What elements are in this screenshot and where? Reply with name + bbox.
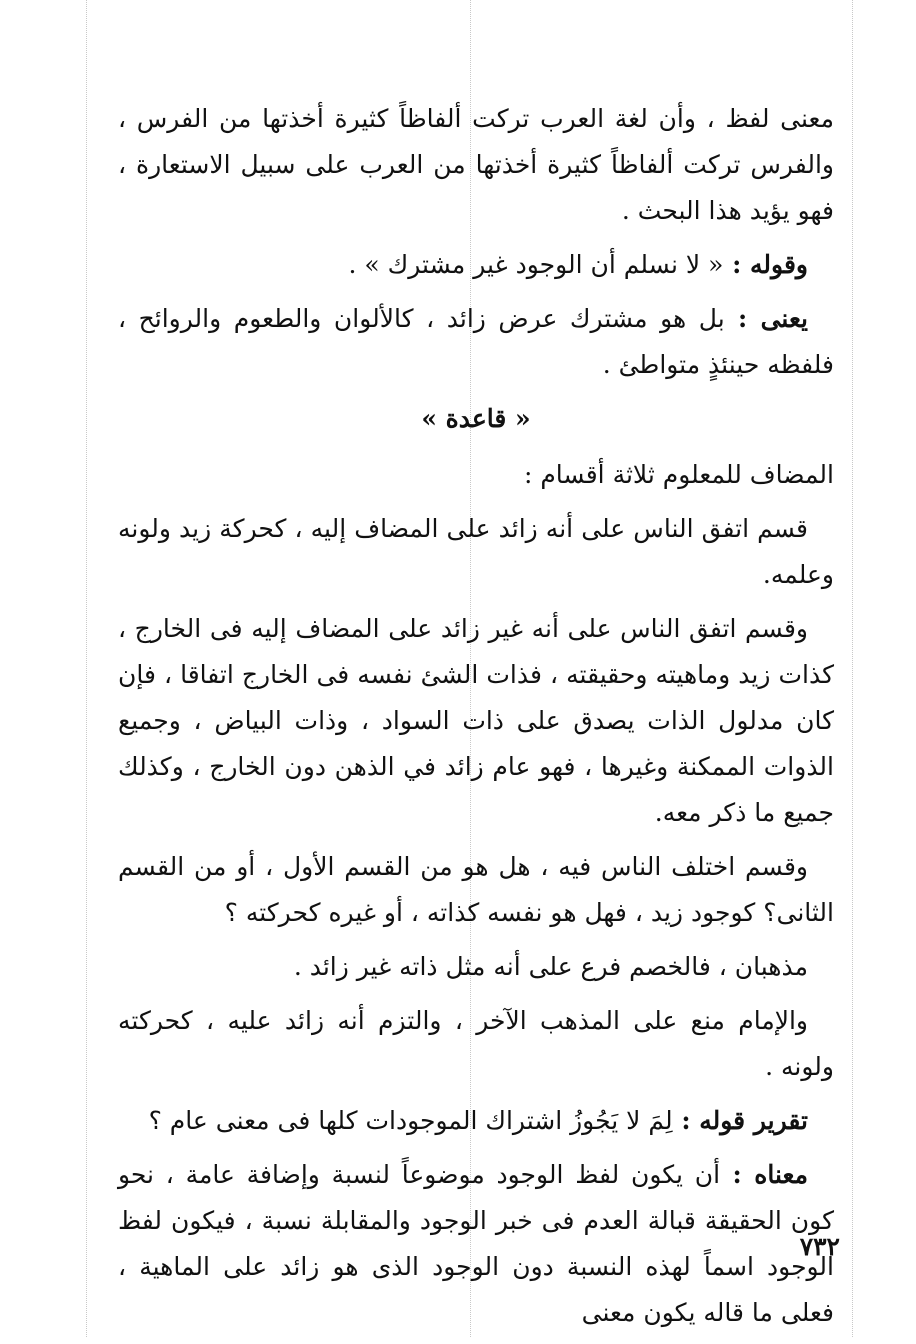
scan-guide-left [86, 0, 87, 1337]
section-paragraph-1-text: المضاف للمعلوم ثلاثة أقسام : [523, 460, 834, 489]
section-paragraph-3-text: وقسم اتفق الناس على أنه غير زائد على المضاف إليه فى الخارج ، كذات زيد وماهيته وحقيقته ، فذات الشئ نفسه فى الخارج اتفاقا ، فإن كان مدلول الذات يصدق على ذات السواد ، وذات البياض ، وجميع الذوات الممكنة وغيرها ، فهو عام زائد في الذهن دون الخارج ، وكذلك جميع ما ذكر معه. [118, 614, 834, 827]
paragraph-2-text: « لا نسلم أن الوجود غير مشترك » . [348, 250, 724, 279]
section-paragraph-7 [118, 1098, 834, 1144]
section-paragraph-2 [118, 506, 834, 598]
section-paragraph-8 [118, 1152, 834, 1336]
section-paragraph-5-text: مذهبان ، فالخصم فرع على أنه مثل ذاته غير زائد . [293, 952, 808, 981]
section-paragraph-8-text: أن يكون لفظ الوجود موضوعاً لنسبة وإضافة عامة ، نحو كون الحقيقة قبالة العدم فى خبر الوجود والمقابلة نسبة ، فيكون لفظ الوجود اسماً لهذه النسبة دون الوجود الذى هو زائد على الماهية ، فعلى ما قاله يكون معنى [118, 1160, 834, 1327]
section-paragraph-7-text: لِمَ لا يَجُوزُ اشتراك الموجودات كلها فى معنى عام ؟ [148, 1106, 673, 1135]
section-paragraph-3 [118, 606, 834, 836]
paragraph-1-text: معنى لفظ ، وأن لغة العرب تركت ألفاظاً كثيرة أخذتها من الفرس ، والفرس تركت ألفاظاً كثيرة أخذتها من العرب على سبيل الاستعارة ، فهو يؤيد هذا البحث . [118, 104, 834, 225]
paragraph-2-lead: وقوله : [723, 250, 808, 279]
paragraph-3-text: بل هو مشترك عرض زائد ، كالألوان والطعوم والروائح ، فلفظه حينئذٍ متواطئ . [118, 304, 834, 379]
page-body [118, 96, 834, 1344]
section-paragraph-1 [118, 452, 834, 498]
section-paragraph-6-text: والإمام منع على المذهب الآخر ، والتزم أنه زائد عليه ، كحركته ولونه . [118, 1006, 834, 1081]
section-paragraph-4-text: وقسم اختلف الناس فيه ، هل هو من القسم الأول ، أو من القسم الثانى؟ كوجود زيد ، فهل هو نفسه كذاته ، أو غيره كحركته ؟ [118, 852, 834, 927]
section-paragraph-8-lead: معناه : [720, 1160, 808, 1189]
paragraph-2 [118, 242, 834, 288]
section-paragraph-5 [118, 944, 834, 990]
section-paragraph-7-lead: تقرير قوله : [672, 1106, 808, 1135]
section-heading: « قاعدة » [421, 404, 531, 433]
paragraph-3-lead: يعنى : [724, 304, 808, 333]
paragraph-3 [118, 296, 834, 388]
section-paragraph-6 [118, 998, 834, 1090]
paragraph-1 [118, 96, 834, 234]
section-paragraph-4 [118, 844, 834, 936]
scan-guide-right [852, 0, 853, 1337]
section-paragraph-2-text: قسم اتفق الناس على أنه زائد على المضاف إليه ، كحركة زيد ولونه وعلمه. [118, 514, 834, 589]
page-number: ٧٣٢ [799, 1232, 840, 1261]
